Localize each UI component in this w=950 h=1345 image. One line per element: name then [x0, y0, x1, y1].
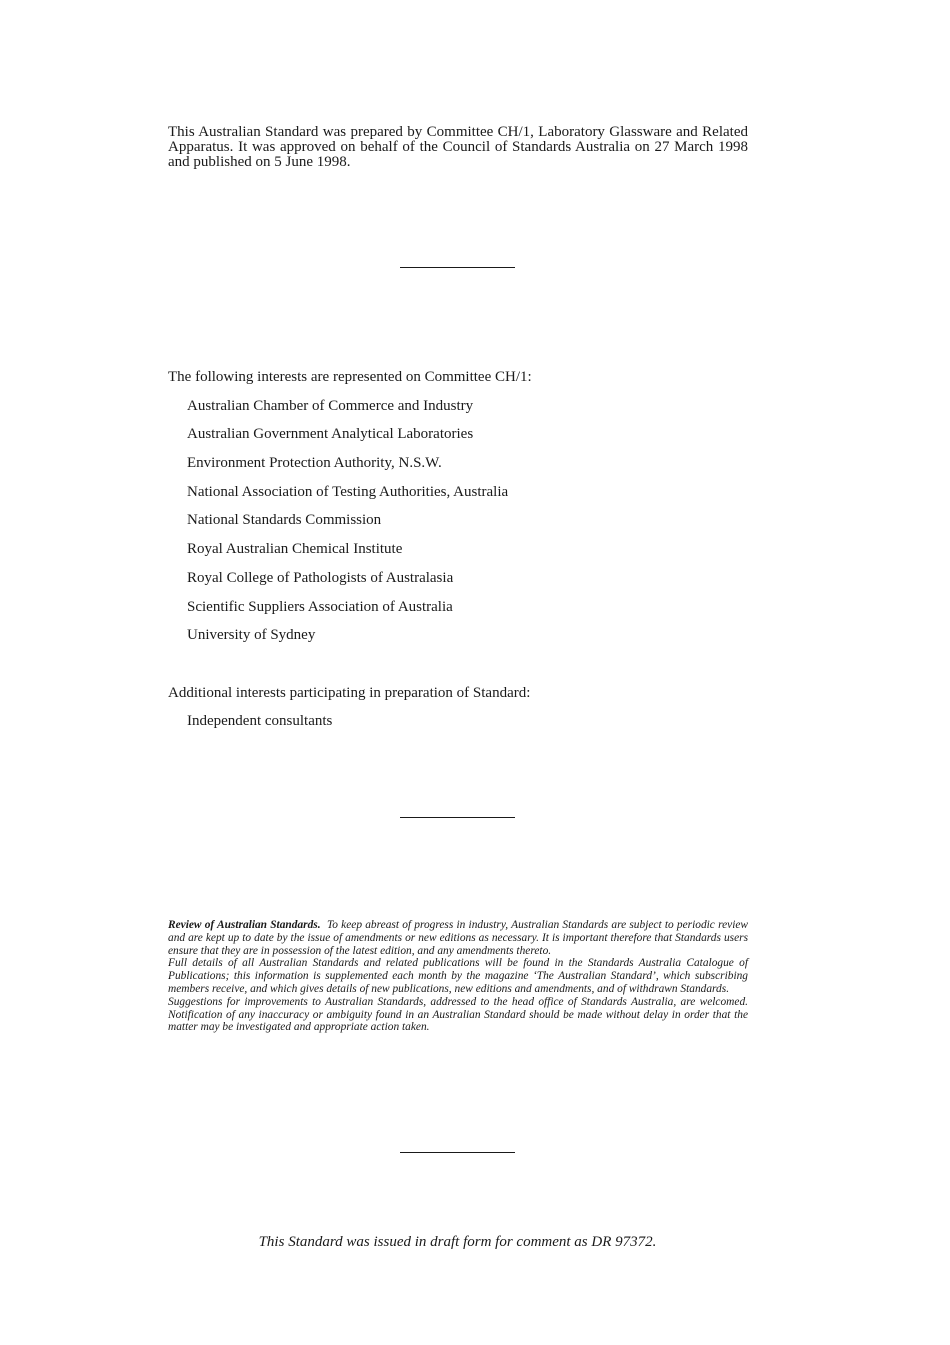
review-paragraph-2: Full details of all Australian Standards and related publications will be found in the Standards Australia Catalogue of Publications; this information is supplemented each month by the magazine ‘The Australian Standard’, which subscribing members receive, and which gives details of new publications, new editions and amendments, and of withdrawn Standards.	[168, 957, 748, 995]
committee-member: University of Sydney	[187, 627, 316, 644]
review-text-1: To keep abreast of progress in industry, Australian Standards are subject to periodic review and are kept up to date by the issue of amendments or new editions as necessary. It is important therefore that Standards users ensure that they are in possession of the latest edition, and any amendments thereto.	[168, 919, 749, 957]
section-divider-2	[400, 817, 515, 818]
committee-member: Australian Government Analytical Laboratories	[187, 426, 474, 443]
list-spacer	[168, 654, 768, 683]
committee-member: Royal College of Pathologists of Australasia	[187, 569, 454, 586]
committee-member: National Standards Commission	[187, 512, 382, 529]
draft-comment-note: This Standard was issued in draft form for comment as DR 97372.	[258, 1234, 657, 1250]
additional-interests-heading: Additional interests participating in preparation of Standard:	[168, 684, 531, 701]
committee-heading: The following interests are represented on Committee CH/1:	[168, 369, 532, 385]
committee-member: Scientific Suppliers Association of Australia	[187, 598, 453, 615]
review-paragraph-1	[168, 919, 748, 957]
preparation-statement: This Australian Standard was prepared by Committee CH/1, Laboratory Glassware and Related Apparatus. It was approved on behalf of the Council of Standards Australia on 27 March 1998 and published on 5 June 1998.	[168, 124, 748, 170]
committee-member: National Association of Testing Authorities, Australia	[187, 483, 509, 500]
review-of-standards	[168, 919, 748, 1034]
committee-member: Australian Chamber of Commerce and Industry	[187, 397, 474, 414]
committee-member: Royal Australian Chemical Institute	[187, 541, 403, 558]
committee-interests	[168, 367, 768, 740]
review-paragraph-3: Suggestions for improvements to Australian Standards, addressed to the head office of Standards Australia, are welcomed. Notification of any inaccuracy or ambiguity found in an Australian Standard should be made without delay in order that the matter may be investigated and appropriate action taken.	[168, 995, 748, 1034]
review-title: Review of Australian Standards.	[168, 919, 321, 931]
committee-member: Environment Protection Authority, N.S.W.	[187, 455, 442, 472]
additional-member: Independent consultants	[187, 713, 333, 730]
section-divider-1	[400, 267, 515, 268]
section-divider-3	[400, 1152, 515, 1153]
